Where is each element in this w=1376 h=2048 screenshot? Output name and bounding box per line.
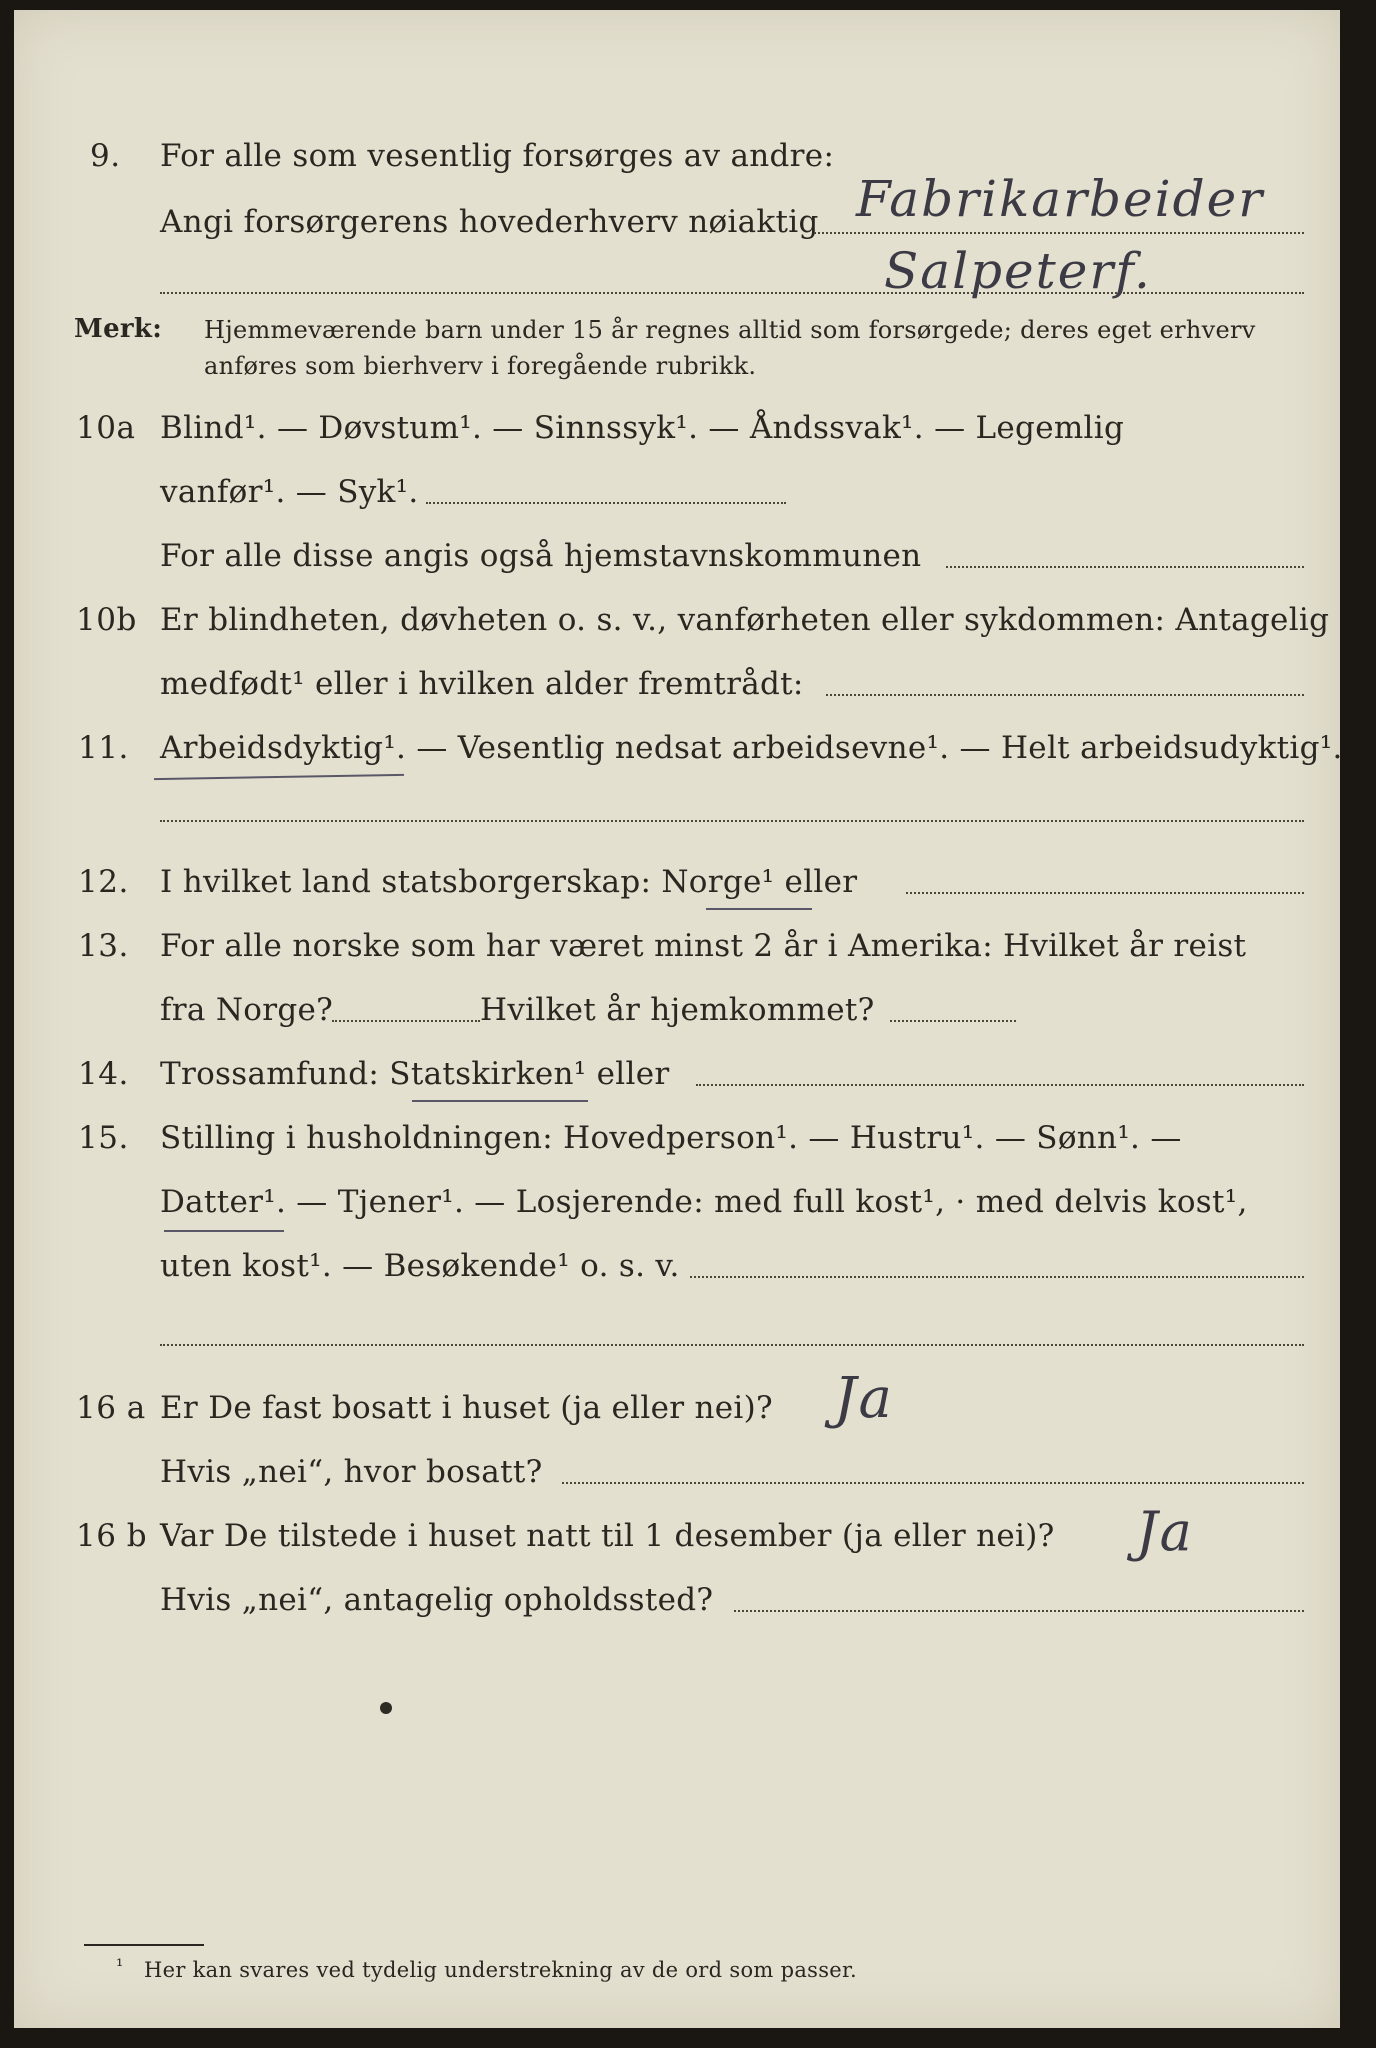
- q16b-handwritten-answer: Ja: [1136, 1500, 1194, 1563]
- q10b-question-line2: medfødt¹ eller i hvilken alder fremtrådt:: [160, 666, 804, 702]
- q13-question-line1: For alle norske som har været minst 2 år i Amerika: Hvilket år reist: [160, 928, 1247, 964]
- footnote-text: Her kan svares ved tydelig understrekning av de ord som passer.: [144, 1958, 858, 1982]
- q11-underline-arbeidsdyktig: [154, 774, 404, 780]
- q13-year-returned-line: [890, 1020, 1016, 1022]
- q14-number: 14.: [78, 1056, 129, 1092]
- q10b-answer-line: [826, 694, 1304, 696]
- q14-answer-line: [696, 1084, 1304, 1086]
- q16b-number: 16 b: [76, 1518, 148, 1554]
- q16a-handwritten-answer: Ja: [834, 1366, 894, 1431]
- q10a-number: 10a: [76, 410, 136, 446]
- q14-question-line1: Trossamfund: Statskirken¹ eller: [160, 1056, 670, 1092]
- footnote-mark: ¹: [116, 1956, 124, 1977]
- q16a-question-line2: Hvis „nei“, hvor bosatt?: [160, 1454, 543, 1490]
- q15-question-line1: Stilling i husholdningen: Hovedperson¹. — Hustru¹. — Sønn¹. —: [160, 1120, 1182, 1156]
- q10b-number: 10b: [76, 602, 137, 638]
- q13-question-line2b: Hvilket år hjemkommet?: [480, 992, 875, 1028]
- q9-handwritten-answer2: Salpeterf.: [884, 242, 1152, 300]
- q13-question-line2a: fra Norge?: [160, 992, 334, 1028]
- q16a-answer-line: [562, 1482, 1304, 1484]
- q15-extra-line: [160, 1344, 1304, 1346]
- q10a-question-line2: vanfør¹. — Syk¹.: [160, 474, 419, 510]
- q16a-number: 16 a: [76, 1390, 146, 1426]
- q13-year-left-line: [332, 1020, 480, 1022]
- q16b-question-line1: Var De tilstede i huset natt til 1 desember (ja eller nei)?: [160, 1518, 1055, 1554]
- q12-answer-line: [906, 892, 1304, 894]
- q12-question-line1: I hvilket land statsborgerskap: Norge¹ eller: [160, 864, 858, 900]
- q12-underline-norge: [706, 908, 812, 910]
- q9-question-line1: For alle som vesentlig forsørges av andre:: [160, 138, 835, 174]
- q11-answer-line: [160, 820, 1304, 822]
- q9-number: 9.: [90, 138, 121, 174]
- q10a-question-line3: For alle disse angis også hjemstavnskommunen: [160, 538, 922, 574]
- q15-answer-line: [690, 1276, 1304, 1278]
- q15-question-line2: Datter¹. — Tjener¹. — Losjerende: med full kost¹, · med delvis kost¹,: [160, 1184, 1248, 1220]
- q11-question-line1: Arbeidsdyktig¹. — Vesentlig nedsat arbeidsevne¹. — Helt arbeidsudyktig¹.: [160, 730, 1343, 766]
- q12-number: 12.: [78, 864, 129, 900]
- merk-note-line1: Hjemmeværende barn under 15 år regnes alltid som forsørgede; deres eget erhverv: [204, 316, 1256, 344]
- q9-answer-line1: [814, 232, 1304, 234]
- q15-number: 15.: [78, 1120, 129, 1156]
- q16b-question-line2: Hvis „nei“, antagelig opholdssted?: [160, 1582, 714, 1618]
- footnote-rule: [84, 1944, 204, 1946]
- q11-number: 11.: [78, 730, 129, 766]
- q13-number: 13.: [78, 928, 129, 964]
- ink-dot: [380, 1702, 392, 1714]
- q15-question-line3: uten kost¹. — Besøkende¹ o. s. v.: [160, 1248, 680, 1284]
- census-form-page: [14, 10, 1343, 2028]
- q10b-question-line1: Er blindheten, døvheten o. s. v., vanførheten eller sykdommen: Antagelig: [160, 602, 1330, 638]
- q10a-hometown-line: [946, 566, 1304, 568]
- q16b-answer-line: [734, 1610, 1304, 1612]
- q9-handwritten-answer1: Fabrikarbeider: [856, 170, 1265, 228]
- q14-underline-statskirken: [412, 1100, 588, 1102]
- q10a-answer-line: [426, 502, 786, 504]
- merk-note-line2: anføres som bierhverv i foregående rubrikk.: [204, 352, 757, 380]
- q16a-question-line1: Er De fast bosatt i huset (ja eller nei)?: [160, 1390, 773, 1426]
- merk-label: Merk:: [74, 314, 163, 344]
- q10a-question-line1: Blind¹. — Døvstum¹. — Sinnssyk¹. — Åndssvak¹. — Legemlig: [160, 410, 1125, 446]
- q15-underline-datter: [164, 1230, 284, 1232]
- q9-question-line2: Angi forsørgerens hovederhverv nøiaktig: [160, 204, 819, 240]
